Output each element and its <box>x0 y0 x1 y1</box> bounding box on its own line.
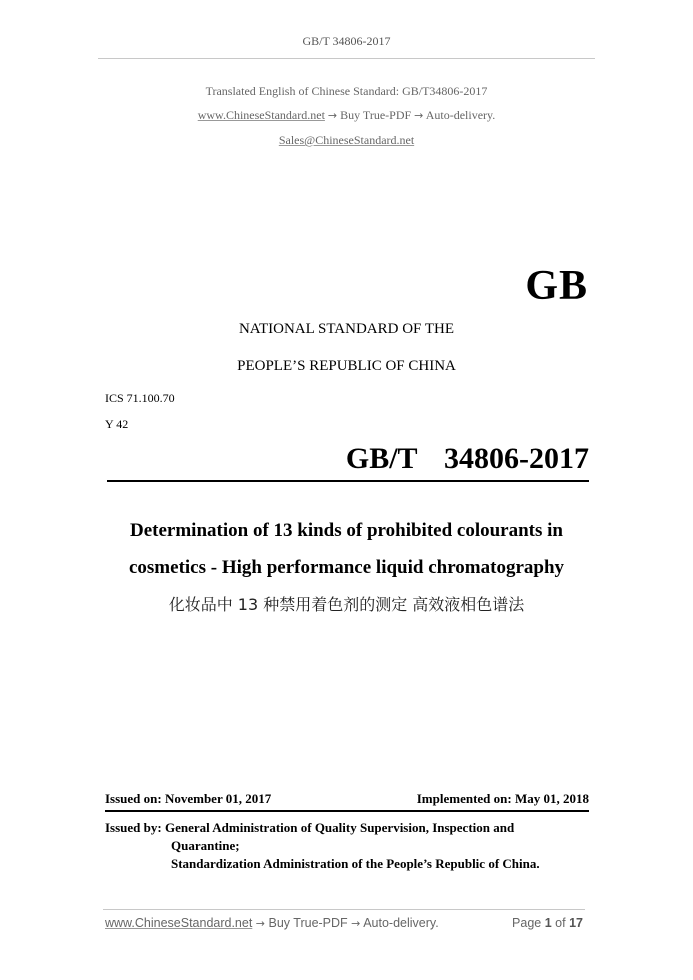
sales-email-link[interactable]: Sales@ChineseStandard.net <box>278 133 415 147</box>
gb-mark: GB <box>525 263 588 309</box>
promo-line <box>0 108 693 123</box>
ics-code: ICS 71.100.70 <box>105 391 175 405</box>
footer-promo <box>105 916 439 930</box>
issued-by-line2: Quarantine; <box>171 838 240 853</box>
arrow-right-icon: → <box>327 109 338 122</box>
dates-row <box>105 791 589 807</box>
page-current: 1 <box>544 916 552 930</box>
page-of: of <box>555 916 566 930</box>
national-standard-line2: PEOPLE’S REPUBLIC OF CHINA <box>237 358 456 374</box>
standard-number: GB/T 34806-2017 <box>345 442 589 475</box>
translation-notice: Translated English of Chinese Standard: GB/T34806-2017 <box>205 84 488 98</box>
buy-text: Buy True-PDF <box>340 108 412 122</box>
issued-on: Issued on: November 01, 2017 <box>105 791 272 806</box>
title-en-line1: Determination of 13 kinds of prohibited colourants in <box>130 520 563 541</box>
footer-delivery-text: Auto-delivery. <box>363 916 439 930</box>
running-header-title: GB/T 34806-2017 <box>302 34 391 48</box>
header-divider <box>98 58 595 59</box>
issued-by-block <box>105 819 540 873</box>
title-cn: 化妆品中 13 种禁用着色剂的测定 高效液相色谱法 <box>168 595 525 614</box>
page-footer <box>105 916 583 930</box>
issued-by-line1: Issued by: General Administration of Quality Supervision, Inspection and <box>105 820 515 835</box>
issued-by-line3: Standardization Administration of the People’s Republic of China. <box>171 856 540 871</box>
page-indicator <box>512 916 583 930</box>
implemented-on: Implemented on: May 01, 2018 <box>416 791 589 806</box>
page-label: Page <box>512 916 542 930</box>
arrow-right-icon: → <box>351 917 361 930</box>
dates-divider <box>105 810 589 812</box>
page-total: 17 <box>569 916 583 930</box>
ccs-code: Y 42 <box>105 417 129 431</box>
national-standard-line1: NATIONAL STANDARD OF THE <box>238 321 455 337</box>
title-en-line2: cosmetics - High performance liquid chromatography <box>128 557 565 578</box>
title-divider <box>107 480 589 482</box>
footer-divider <box>103 909 585 910</box>
arrow-right-icon: → <box>414 109 424 122</box>
footer-site-link[interactable]: www.ChineseStandard.net <box>105 916 253 930</box>
delivery-text: Auto-delivery. <box>425 108 496 122</box>
arrow-right-icon: → <box>255 917 266 930</box>
site-link[interactable]: www.ChineseStandard.net <box>197 108 325 122</box>
footer-buy-text: Buy True-PDF <box>268 916 348 930</box>
email-line <box>0 133 693 148</box>
